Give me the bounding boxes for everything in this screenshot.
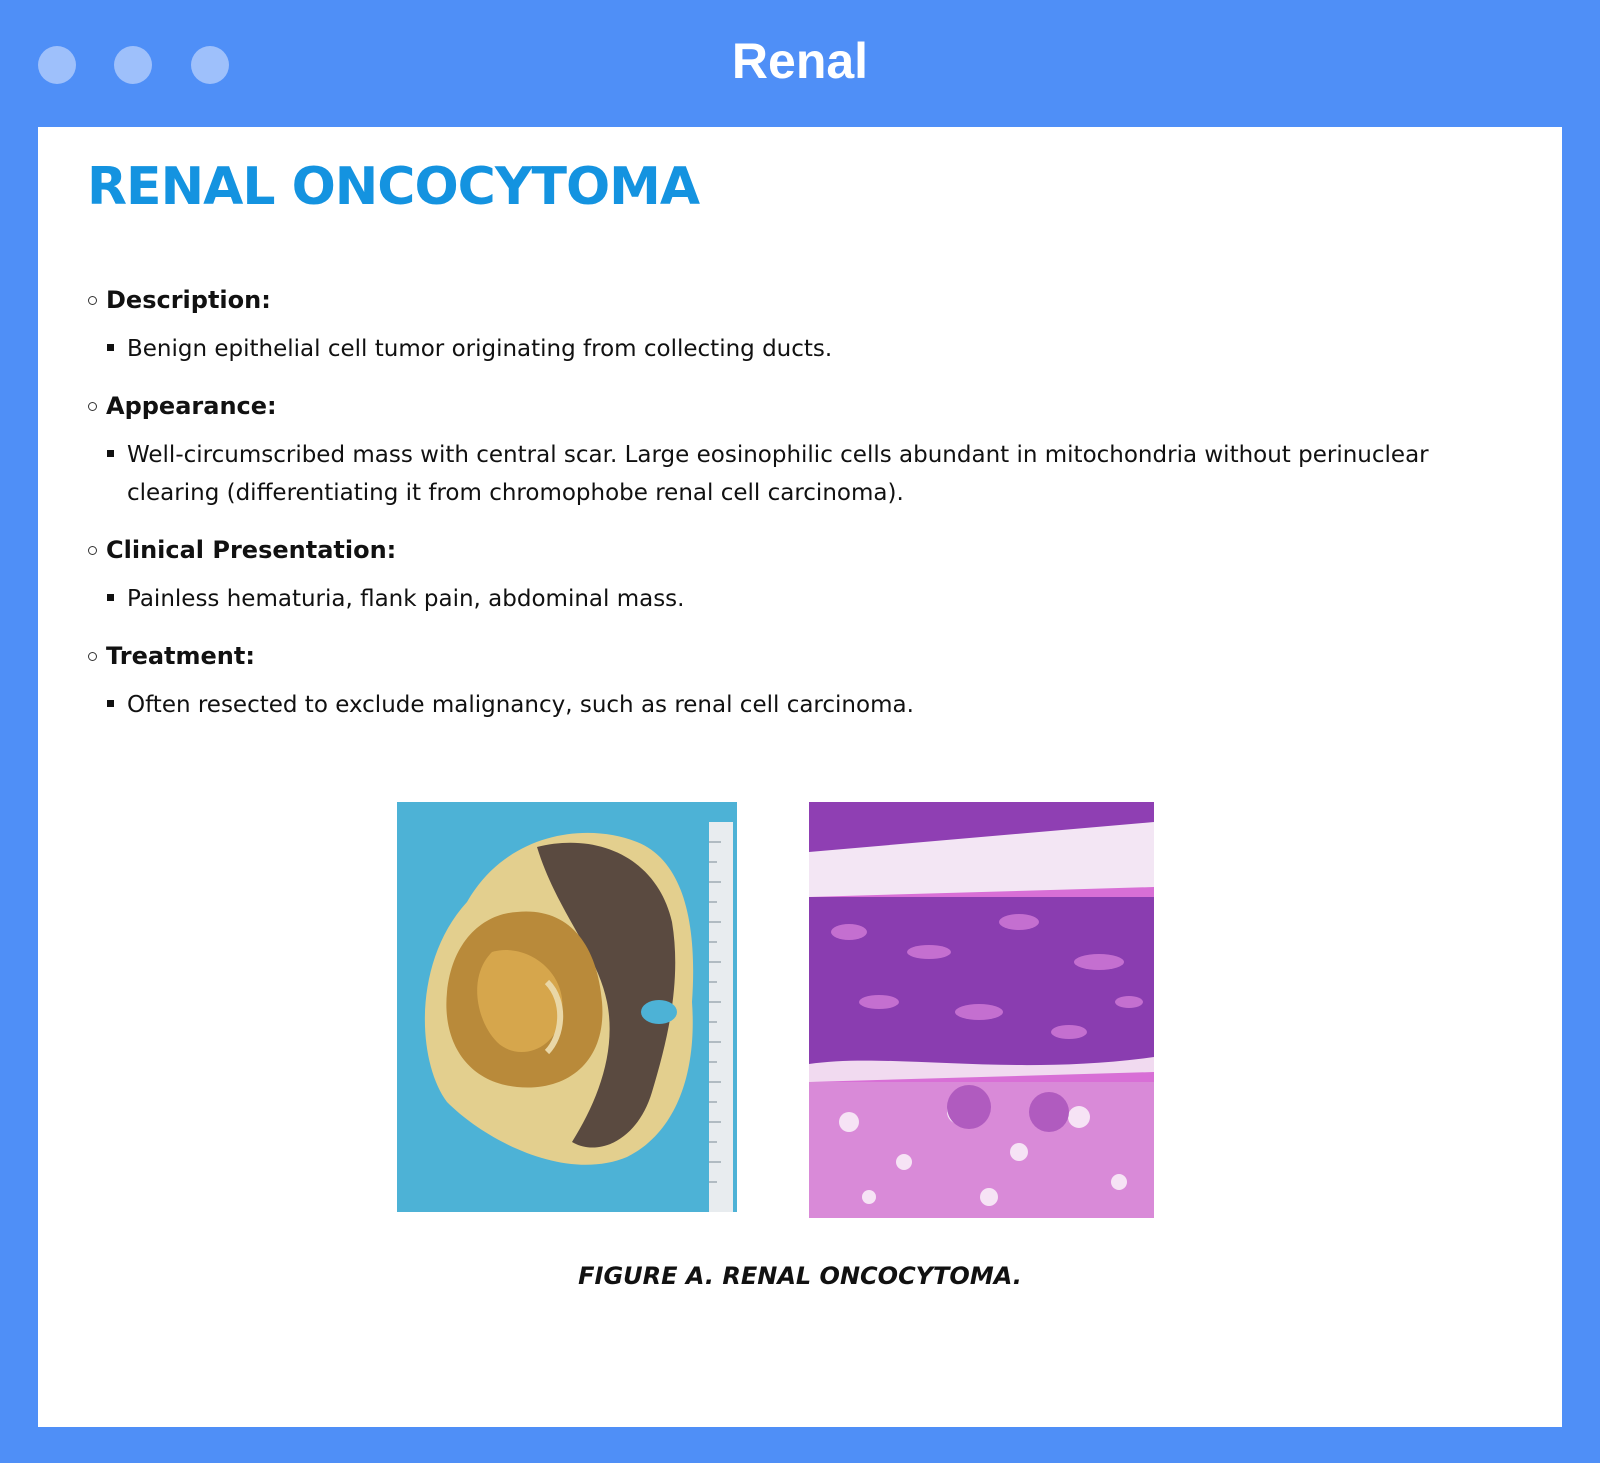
- list-item-text: Often resected to exclude malignancy, such as renal cell carcinoma.: [127, 692, 914, 718]
- circle-bullet-icon: [88, 296, 97, 305]
- section-heading: Description:: [106, 286, 271, 314]
- window-titlebar: [0, 0, 1600, 127]
- section-heading: Clinical Presentation:: [106, 536, 397, 564]
- section-heading: Treatment:: [106, 642, 255, 670]
- gross-specimen-image: [397, 802, 737, 1212]
- list-item-text: Painless hematuria, flank pain, abdominal mass.: [127, 586, 685, 612]
- section-treatment: [88, 638, 1508, 724]
- section-description: [88, 282, 1508, 368]
- page-title: RENAL ONCOCYTOMA: [87, 157, 700, 217]
- list-item-text: Well-circumscribed mass with central scar. Large eosinophilic cells abundant in mitochondria without perinuclear clearing (differentiating it from chromophobe renal cell carcinoma).: [127, 442, 1429, 506]
- figure-caption: FIGURE A. RENAL ONCOCYTOMA.: [578, 1262, 1022, 1290]
- section-heading: Appearance:: [106, 392, 277, 420]
- content-panel: [38, 127, 1562, 1427]
- section-heading-row: [88, 388, 1508, 424]
- section-heading-row: [88, 638, 1508, 674]
- histology-image: [809, 802, 1154, 1218]
- window-title: Renal: [731, 33, 869, 89]
- square-bullet-icon: [107, 450, 114, 457]
- list-item-text: Benign epithelial cell tumor originating from collecting ducts.: [127, 336, 833, 362]
- square-bullet-icon: [107, 344, 114, 351]
- list-item: [107, 580, 1508, 618]
- section-heading-row: [88, 282, 1508, 318]
- circle-bullet-icon: [88, 402, 97, 411]
- square-bullet-icon: [107, 700, 114, 707]
- section-heading-row: [88, 532, 1508, 568]
- list-item: [107, 686, 1508, 724]
- circle-bullet-icon: [88, 546, 97, 555]
- list-item: [107, 330, 1508, 368]
- section-appearance: [88, 388, 1508, 512]
- figure: [38, 802, 1562, 1202]
- circle-bullet-icon: [88, 652, 97, 661]
- square-bullet-icon: [107, 594, 114, 601]
- list-item: [107, 436, 1508, 512]
- section-clinical-presentation: [88, 532, 1508, 618]
- sections-list: [88, 282, 1508, 744]
